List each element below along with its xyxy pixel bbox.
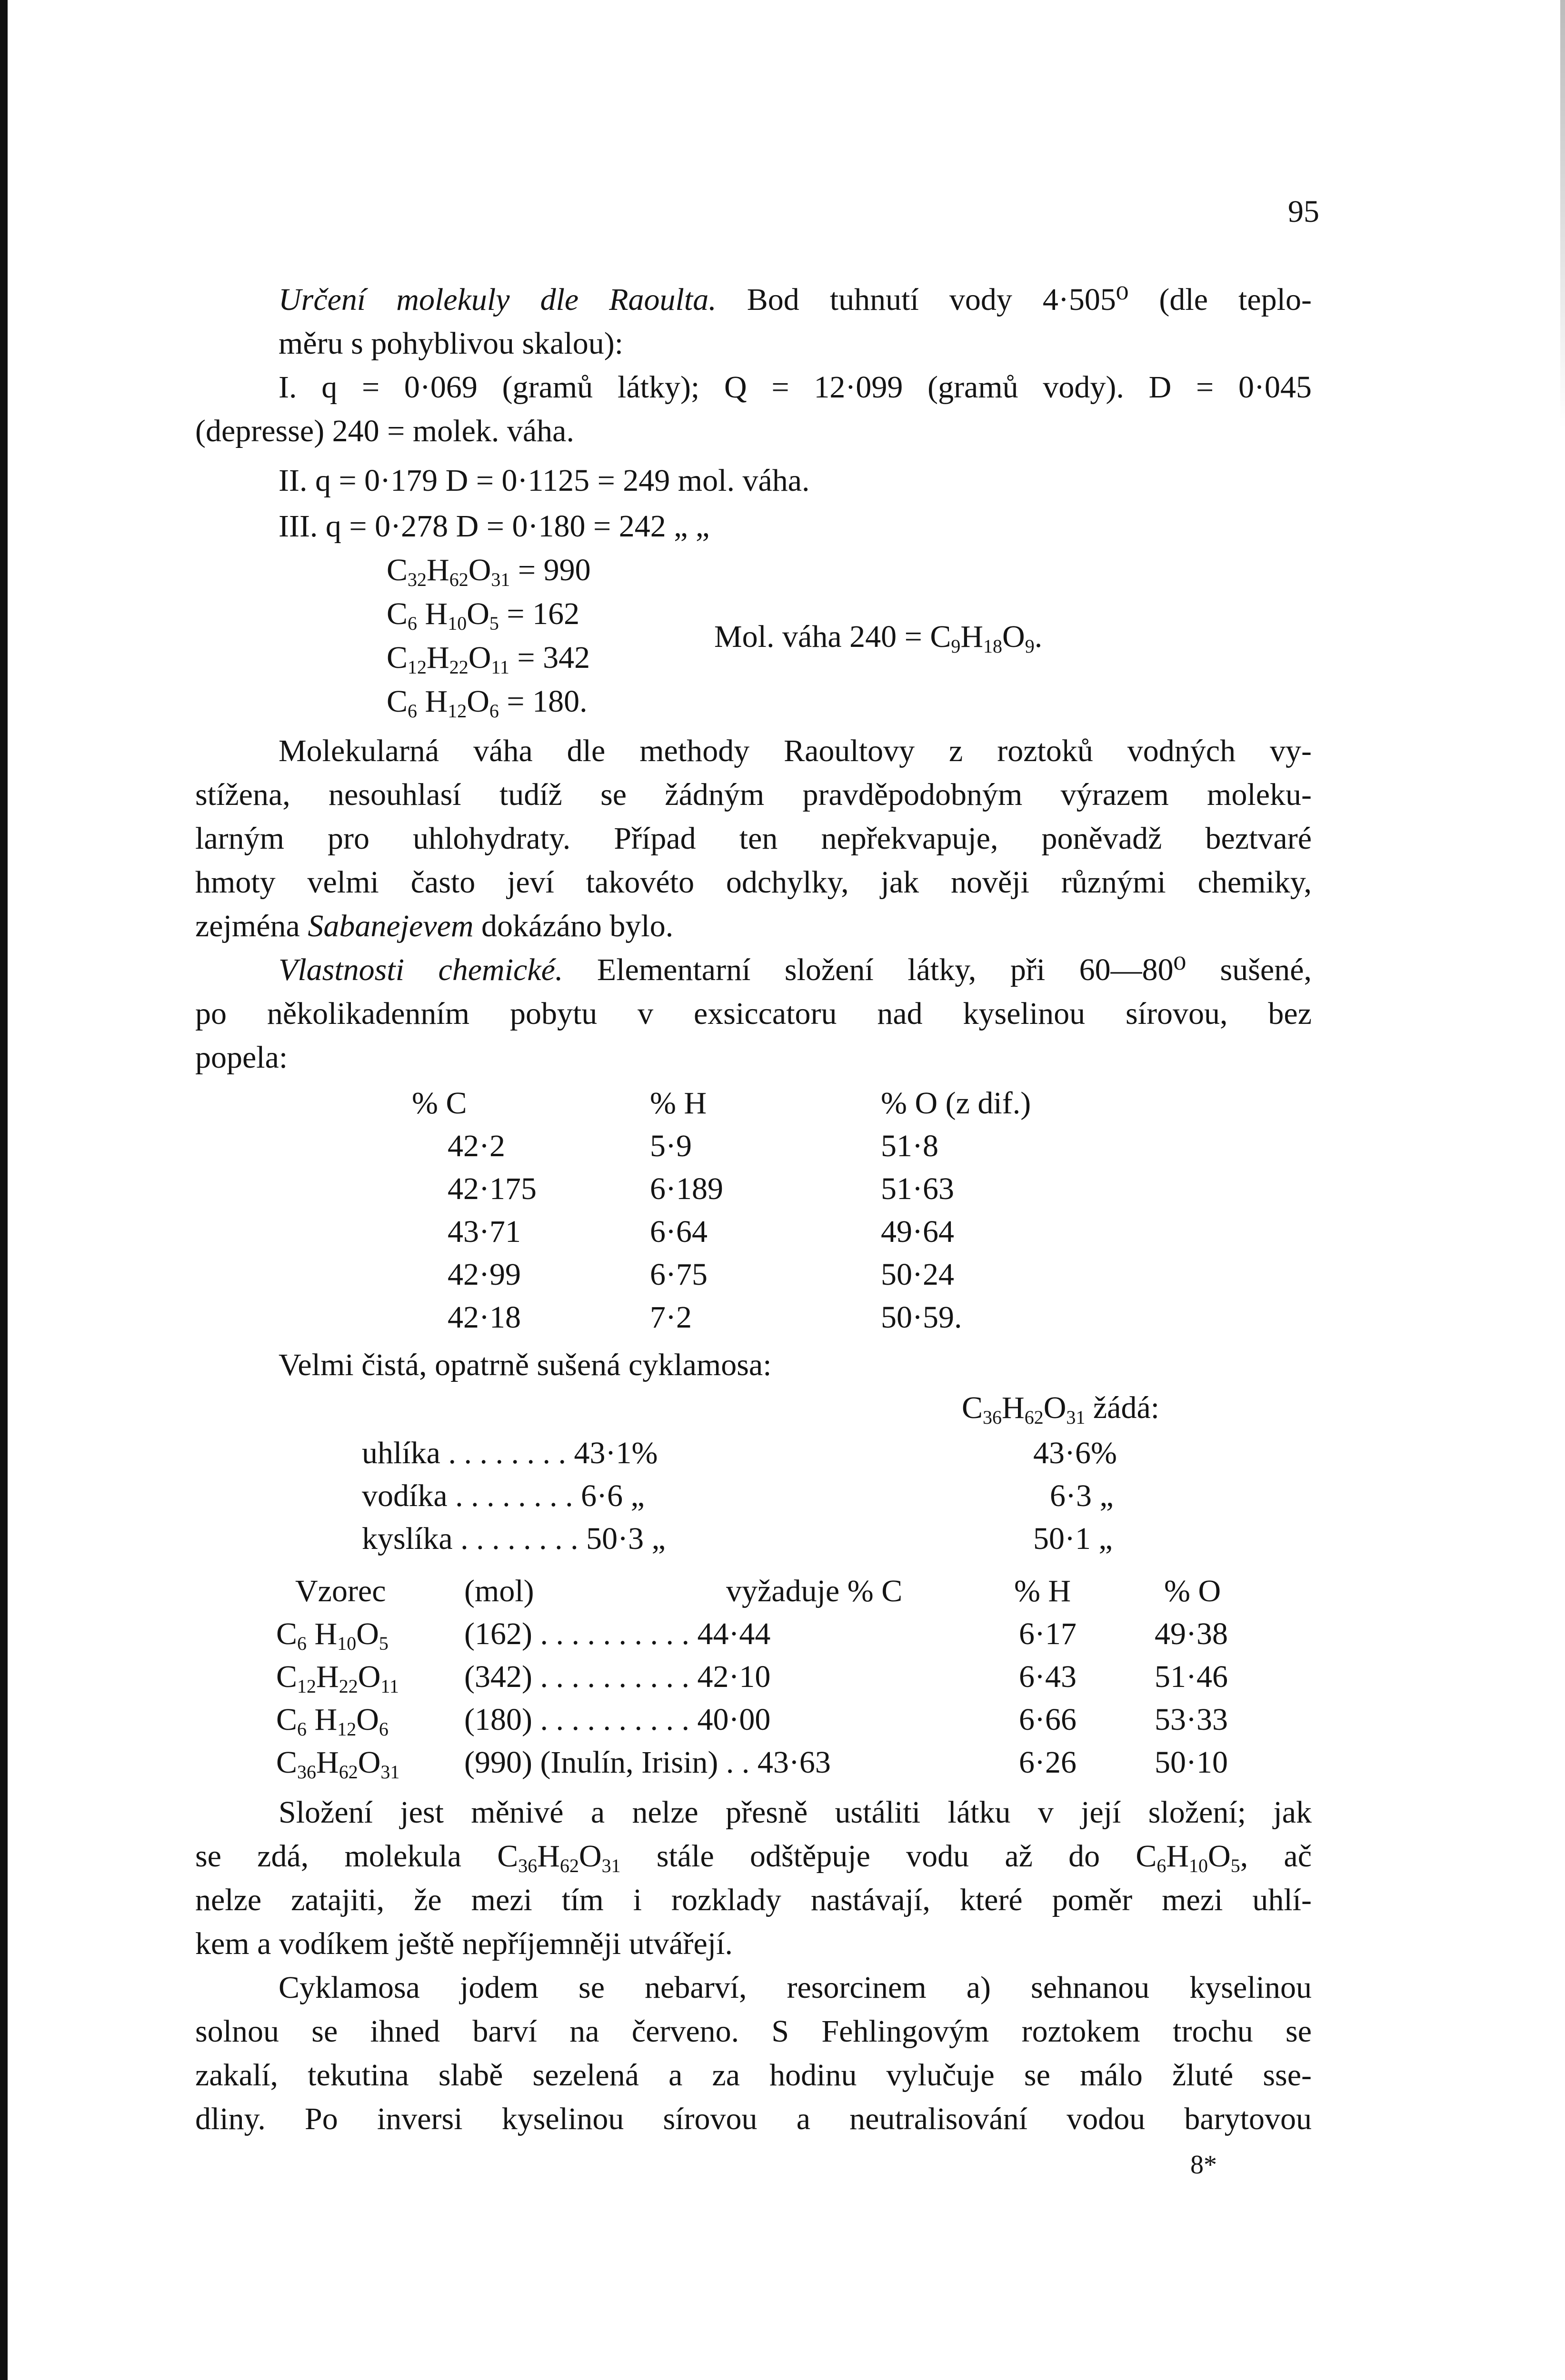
section2-heading: Vlastnosti chemické. <box>279 952 563 987</box>
ft-o-pct: 51·46 <box>1155 1659 1228 1694</box>
para3-line1: Cyklamosa jodem se nebarví, resorcinem a) sehnanou kyselinou <box>279 1970 1312 2005</box>
section2-line1 <box>279 954 1312 986</box>
ft-header-h: % H <box>1014 1574 1071 1608</box>
pure-row-required: 6·3 „ <box>1050 1478 1114 1513</box>
section1-line5: II. q = 0·179 D = 0·1125 = 249 mol. váha. <box>279 463 810 498</box>
para1-line1: Molekularná váha dle methody Raoultovy z roztoků vodných vy- <box>279 734 1312 768</box>
ft-header-formula: Vzorec <box>295 1574 386 1608</box>
para2-line2: se zdá, molekula $C_{36}H_{62}O_{31}$ stále odštěpuje vodu až do $C_6H_{10}O_5$, ač <box>195 1839 1312 1876</box>
comp-cell: 42·99 <box>448 1257 521 1292</box>
comp-cell: 42·175 <box>448 1171 537 1206</box>
ft-o-pct: 50·10 <box>1155 1745 1228 1780</box>
section1-line1 <box>279 284 1312 316</box>
comp-cell: 43·71 <box>448 1214 521 1249</box>
formula-line-2: $C_6$ $H_{10}O_5 = 162$ <box>387 596 580 634</box>
section1-heading: Určení molekuly dle Raoulta. <box>279 282 717 317</box>
para2-line4: kem a vodíkem ještě nepříjemněji utvářejí. <box>195 1926 733 1961</box>
ft-formula: $C_{12}H_{22}O_{11}$ <box>276 1659 399 1697</box>
ft-formula: $C_{36}H_{62}O_{31}$ <box>276 1745 400 1783</box>
ft-mol: (342) . . . . . . . . . . 42·10 <box>464 1659 771 1694</box>
section2-line2: po několikadenním pobytu v exsiccatoru nad kyselinou sírovou, bez <box>195 996 1312 1031</box>
section1-line3: I. q = 0·069 (gramů látky); Q = 12·099 (gramů vody). D = 0·045 <box>279 370 1312 405</box>
comp-cell: 5·9 <box>650 1129 692 1163</box>
pure-row-label: vodíka . . . . . . . . 6·6 „ <box>362 1478 645 1513</box>
ft-mol: (180) . . . . . . . . . . 40·00 <box>464 1702 771 1737</box>
ft-mol: (990) (Inulín, Irisin) . . 43·63 <box>464 1745 831 1780</box>
pure-row-required: 43·6% <box>1033 1436 1117 1470</box>
ft-o-pct: 53·33 <box>1155 1702 1228 1737</box>
comp-cell: 51·8 <box>881 1129 938 1163</box>
comp-cell: 6·64 <box>650 1214 708 1249</box>
mol-weight-summary: Mol. váha $240 = C_9H_{18}O_9$. <box>714 619 1043 657</box>
comp-header-h: % H <box>650 1086 707 1121</box>
comp-header-o: % O (z dif.) <box>881 1086 1031 1121</box>
para2-line1: Složení jest měnivé a nelze přesně ustáliti látku v její složení; jak <box>279 1795 1312 1830</box>
section1-line4: (depresse) 240 = molek. váha. <box>195 414 574 448</box>
para1-line5: zejména Sabanejevem dokázáno bylo. <box>195 909 674 943</box>
ft-formula: $C_6$ $H_{12}O_6$ <box>276 1702 389 1740</box>
signature-mark: 8* <box>1190 2150 1217 2180</box>
ft-h-pct: 6·43 <box>1019 1659 1077 1694</box>
pure-required-header: $C_{36}H_{62}O_{31}$ žádá: <box>962 1390 1160 1428</box>
comp-cell: 51·63 <box>881 1171 954 1206</box>
pure-row-label: kyslíka . . . . . . . . 50·3 „ <box>362 1521 666 1556</box>
ft-o-pct: 49·38 <box>1155 1616 1228 1651</box>
para1-line4: hmoty velmi často jeví takovéto odchylky, jak nověji různými chemiky, <box>195 865 1312 900</box>
comp-cell: 50·24 <box>881 1257 954 1292</box>
section1-line6: III. q = 0·278 D = 0·180 = 242 „ „ <box>279 509 710 544</box>
ft-h-pct: 6·26 <box>1019 1745 1077 1780</box>
comp-cell: 42·18 <box>448 1300 521 1335</box>
formula-line-4: $C_6$ $H_{12}O_6 = 180$. <box>387 684 588 722</box>
comp-header-c: % C <box>412 1086 467 1121</box>
section2-line1-rest: Elementarní složení látky, při 60—80⁰ sušené, <box>563 952 1312 987</box>
comp-cell: 6·75 <box>650 1257 708 1292</box>
comp-cell: 49·64 <box>881 1214 954 1249</box>
ft-header-c: vyžaduje % C <box>726 1574 903 1608</box>
comp-cell: 50·59. <box>881 1300 962 1335</box>
formula-line-3: $C_{12}H_{22}O_{11} = 342$ <box>387 640 590 678</box>
author-name: Sabanejevem <box>308 909 474 943</box>
pure-row-required: 50·1 „ <box>1033 1521 1113 1556</box>
formula-line-1: $C_{32}H_{62}O_{31} = 990$ <box>387 553 591 590</box>
ft-header-o: % O <box>1164 1574 1221 1608</box>
para3-line3: zakalí, tekutina slabě sezelená a za hodinu vylučuje se málo žluté sse- <box>195 2058 1312 2092</box>
pure-row-label: uhlíka . . . . . . . . 43·1% <box>362 1436 658 1470</box>
comp-cell: 7·2 <box>650 1300 692 1335</box>
para2-line3: nelze zatajiti, že mezi tím i rozklady nastávají, které poměr mezi uhlí- <box>195 1883 1312 1917</box>
para1-line2: stížena, nesouhlasí tudíž se žádným pravděpodobným výrazem moleku- <box>195 777 1312 812</box>
ft-header-mol: (mol) <box>464 1574 534 1608</box>
section1-line1-rest: Bod tuhnutí vody 4·505⁰ (dle teplo- <box>716 282 1312 317</box>
ft-formula: $C_6$ $H_{10}O_5$ <box>276 1616 389 1654</box>
comp-cell: 6·189 <box>650 1171 723 1206</box>
page-number: 95 <box>1288 194 1319 229</box>
para1-line3: larným pro uhlohydraty. Případ ten nepřekvapuje, poněvadž beztvaré <box>195 821 1312 856</box>
ft-h-pct: 6·17 <box>1019 1616 1077 1651</box>
section2-line3: popela: <box>195 1040 288 1075</box>
pure-intro: Velmi čistá, opatrně sušená cyklamosa: <box>279 1348 772 1382</box>
para3-line4: dliny. Po inversi kyselinou sírovou a neutralisování vodou barytovou <box>195 2102 1312 2136</box>
scan-edge-left <box>0 0 8 2380</box>
comp-cell: 42·2 <box>448 1129 505 1163</box>
ft-h-pct: 6·66 <box>1019 1702 1077 1737</box>
scan-edge-right <box>1560 0 1565 428</box>
para3-line2: solnou se ihned barví na červeno. S Fehlingovým roztokem trochu se <box>195 2014 1312 2049</box>
ft-mol: (162) . . . . . . . . . . 44·44 <box>464 1616 771 1651</box>
section1-line2: měru s pohyblivou skalou): <box>279 326 624 361</box>
